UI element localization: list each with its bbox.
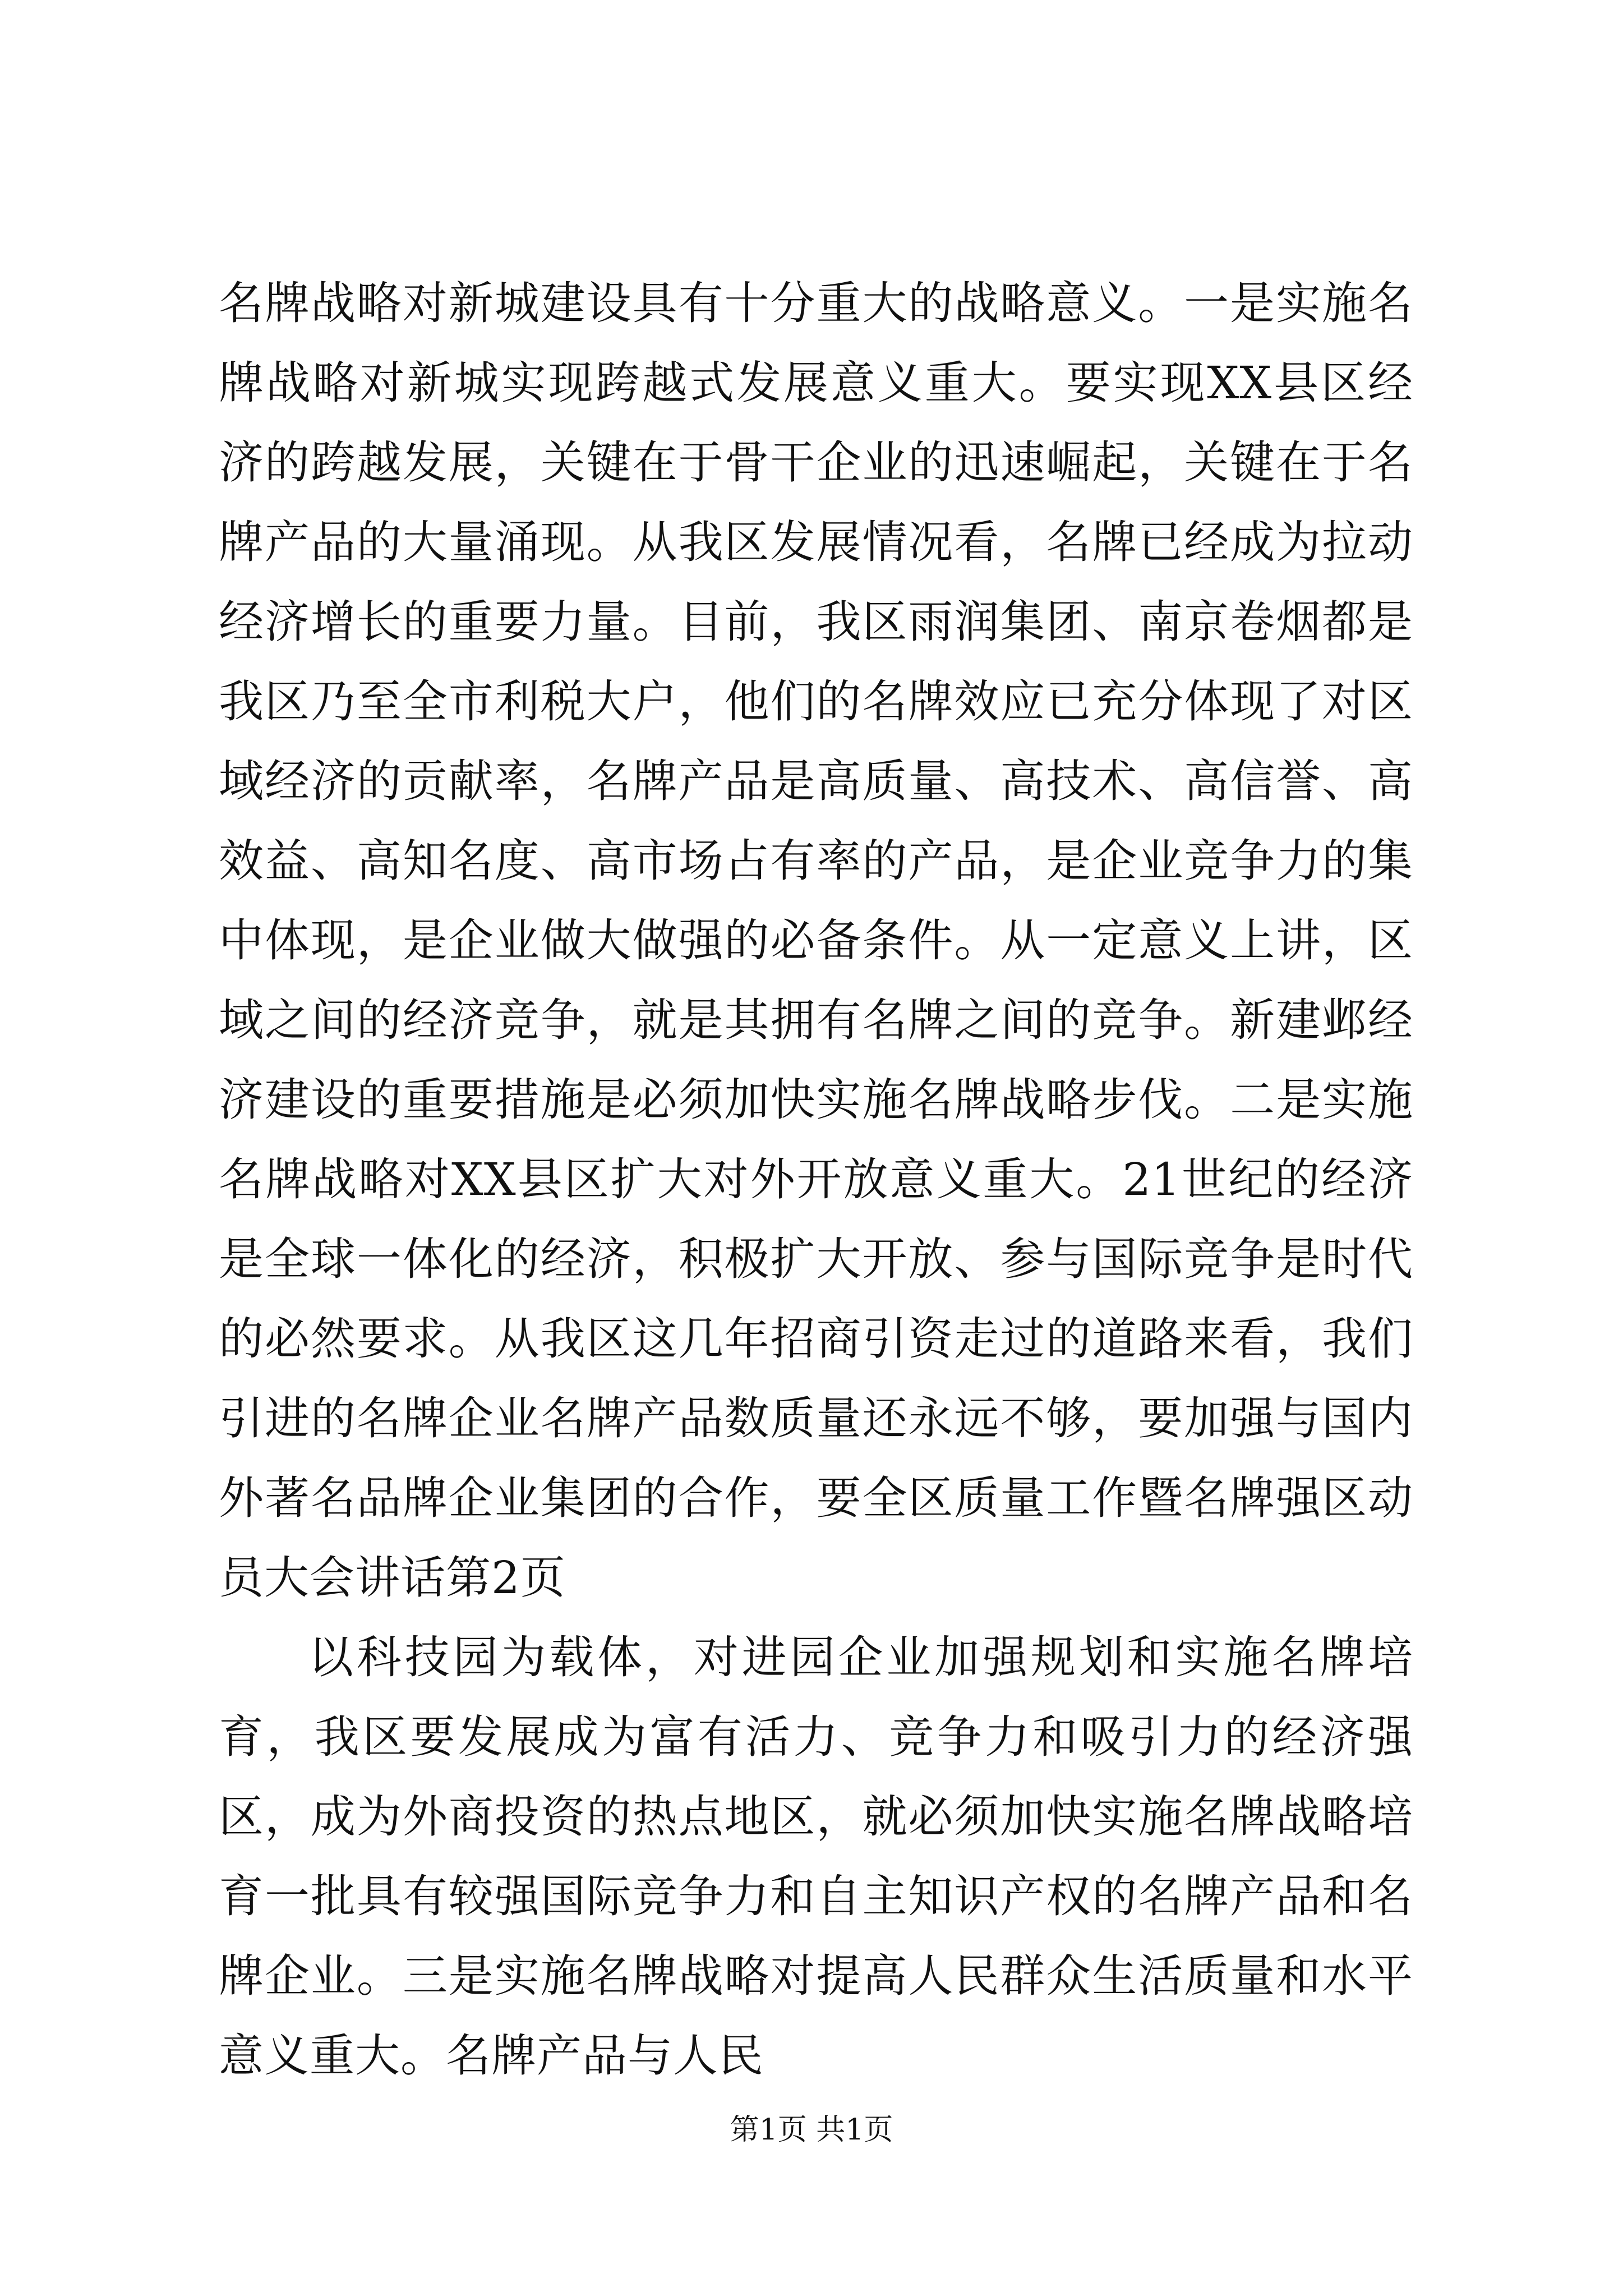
page-footer: 第1页 共1页 xyxy=(730,2113,893,2147)
paragraph-1: 名牌战略对新城建设具有十分重大的战略意义。一是实施名牌战略对新城实现跨越式发展意义重大。要实现XX县区经济的跨越发展，关键在于骨干企业的迅速崛起，关键在于名牌产品的大量涌现。从我区发展情况看，名牌已经成为拉动经济增长的重要力量。目前，我区雨润集团、南京卷烟都是我区乃至全市利税大户，他们的名牌效应已充分体现了对区域经济的贡献率，名牌产品是高质量、高技术、高信誉、高效益、高知名度、高市场占有率的产品，是企业竞争力的集中体现，是企业做大做强的必备条件。从一定意义上讲，区域之间的经济竞争，就是其拥有名牌之间的竞争。新建邺经济建设的重要措施是必须加快实施名牌战略步伐。二是实施名牌战略对XX县区扩大对外开放意义重大。21世纪的经济是全球一体化的经济，积极扩大开放、参与国际竞争是时代的必然要求。从我区这几年招商引资走过的道路来看，我们引进的名牌企业名牌产品数质量还永远不够，要加强与国内外著名品牌企业集团的合作，要全区质量工作暨名牌强区动员大会讲话第2页 xyxy=(219,277,1413,1604)
document-body xyxy=(219,264,1413,2096)
paragraph-2: 以科技园为载体，对进园企业加强规划和实施名牌培育，我区要发展成为富有活力、竞争力和吸引力的经济强区，成为外商投资的热点地区，就必须加快实施名牌战略培育一批具有较强国际竞争力和自主知识产权的名牌产品和名牌企业。三是实施名牌战略对提高人民群众生活质量和水平意义重大。名牌产品与人民 xyxy=(219,1631,1413,2082)
